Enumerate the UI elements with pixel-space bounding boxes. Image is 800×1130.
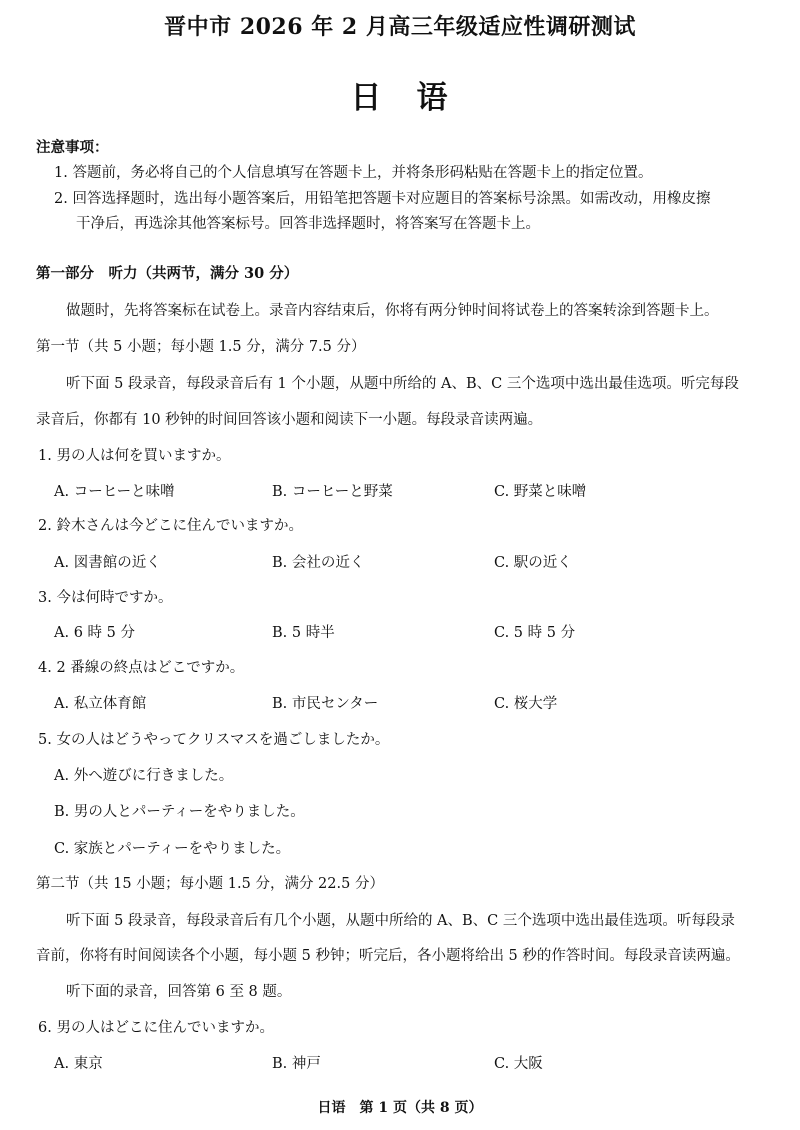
question-3-option-b: B. 5 時半 <box>272 625 335 641</box>
question-6-option-b: B. 神戸 <box>272 1056 321 1072</box>
page-footer: 日语 第 1 页（共 8 页） <box>317 1100 483 1116</box>
part1-intro: 做题时，先将答案标在试卷上。录音内容结束后，你将有两分钟时间将试卷上的答案转涂到答题卡上。 <box>66 303 719 319</box>
question-2-option-c: C. 駅の近く <box>494 555 572 571</box>
question-3-option-a: A. 6 時 5 分 <box>54 625 135 641</box>
question-5-option-c: C. 家族とパーティーをやりました。 <box>54 841 291 857</box>
question-5: 5. 女の人はどうやってクリスマスを過ごしましたか。 <box>38 732 390 748</box>
question-6-option-a: A. 東京 <box>54 1056 103 1072</box>
question-4-option-c: C. 桜大学 <box>494 696 558 712</box>
section1-instructions-line-1: 听下面 5 段录音，每段录音后有 1 个小题，从题中所给的 A、B、C 三个选项中选出最佳选项。听完每段 <box>66 376 739 392</box>
notice-item-2-line-2: 干净后，再选涂其他答案标号。回答非选择题时，将答案写在答题卡上。 <box>76 216 540 232</box>
part1-heading: 第一部分 听力（共两节，满分 30 分） <box>36 265 299 282</box>
section1-heading: 第一节（共 5 小题；每小题 1.5 分，满分 7.5 分） <box>36 339 366 355</box>
question-2-option-b: B. 会社の近く <box>272 555 365 571</box>
question-3-option-c: C. 5 時 5 分 <box>494 625 576 641</box>
question-4: 4. 2 番線の終点はどこですか。 <box>38 660 245 676</box>
section2-instructions-line-2: 音前，你将有时间阅读各个小题，每小题 5 秒钟；听完后，各小题将给出 5 秒的作答时间。每段录音读两遍。 <box>36 948 740 964</box>
question-1-option-a: A. コーヒーと味噌 <box>54 484 175 500</box>
question-3: 3. 今は何時ですか。 <box>38 590 173 606</box>
question-4-option-b: B. 市民センター <box>272 696 379 712</box>
question-1-option-b: B. コーヒーと野菜 <box>272 484 393 500</box>
question-5-option-b: B. 男の人とパーティーをやりました。 <box>54 804 305 820</box>
notice-heading: 注意事项： <box>36 139 109 156</box>
question-4-option-a: A. 私立体育館 <box>54 696 147 712</box>
question-2-option-a: A. 図書館の近く <box>54 555 161 571</box>
question-2: 2. 鈴木さんは今どこに住んでいますか。 <box>38 518 303 534</box>
question-5-option-a: A. 外へ遊びに行きました。 <box>54 768 234 784</box>
notice-item-1: 1. 答题前，务必将自己的个人信息填写在答题卡上，并将条形码粘贴在答题卡上的指定位置。 <box>54 165 653 181</box>
subject-title: 日 语 <box>350 80 450 116</box>
section2-heading: 第二节（共 15 小题；每小题 1.5 分，满分 22.5 分） <box>36 876 384 892</box>
exam-title: 晋中市 2026 年 2 月高三年级适应性调研测试 <box>164 14 636 40</box>
section2-sub-instructions: 听下面的录音，回答第 6 至 8 题。 <box>66 984 292 1000</box>
section1-instructions-line-2: 录音后，你都有 10 秒钟的时间回答该小题和阅读下一小题。每段录音读两遍。 <box>36 412 543 428</box>
question-1-option-c: C. 野菜と味噌 <box>494 484 587 500</box>
section2-instructions-line-1: 听下面 5 段录音，每段录音后有几个小题，从题中所给的 A、B、C 三个选项中选出最佳选项。听每段录 <box>66 913 735 929</box>
question-6: 6. 男の人はどこに住んでいますか。 <box>38 1020 274 1036</box>
question-1: 1. 男の人は何を買いますか。 <box>38 448 231 464</box>
notice-item-2-line-1: 2. 回答选择题时，选出每小题答案后，用铅笔把答题卡对应题目的答案标号涂黑。如需改动，用橡皮擦 <box>54 191 711 207</box>
question-6-option-c: C. 大阪 <box>494 1056 543 1072</box>
